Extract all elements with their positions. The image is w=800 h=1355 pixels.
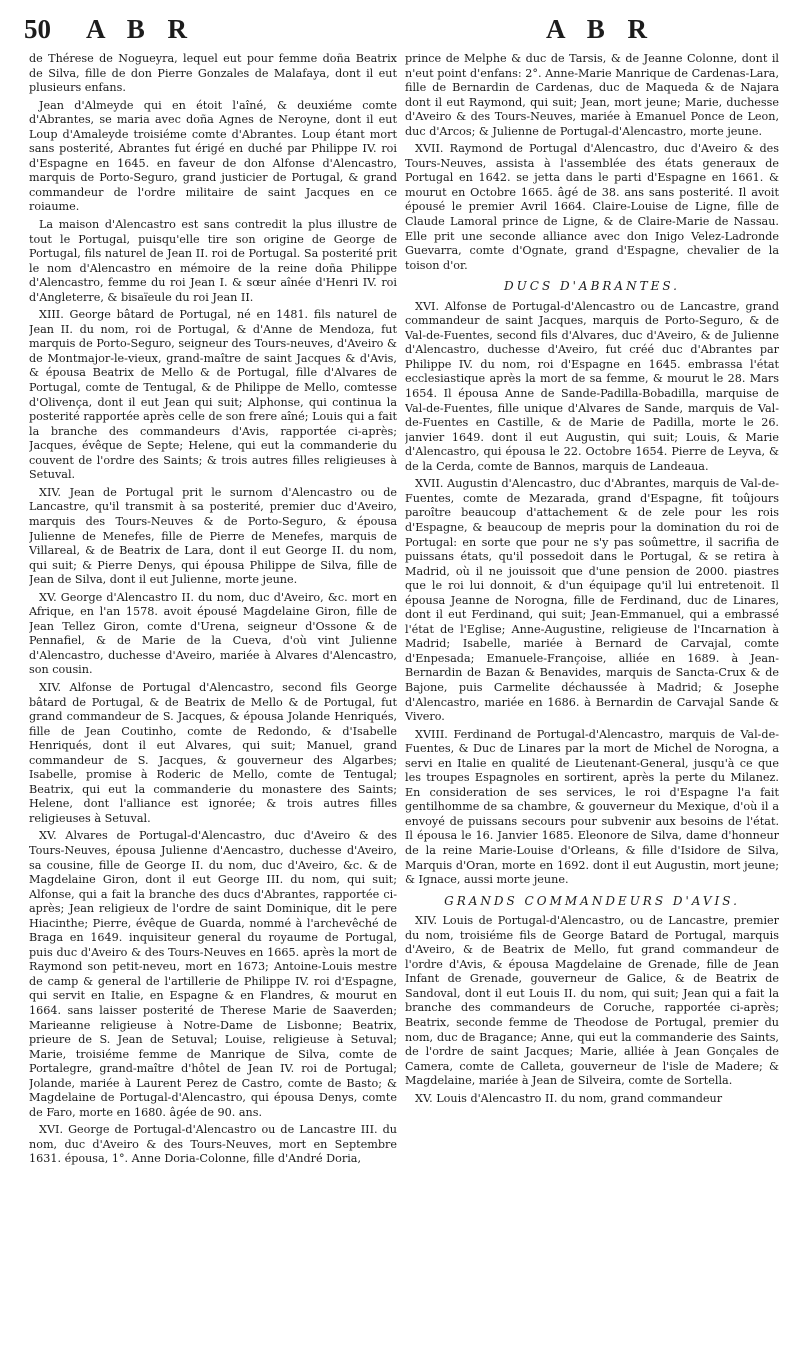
paragraph: de Thérese de Nogueyra, lequel eut pour femme doña Beatrix de Silva, fille de don Pierre Gonzales de Malafaya, dont il eut plusieurs enfans. [29, 52, 397, 95]
paragraph: XIII. George bâtard de Portugal, né en 1481. fils naturel de Jean II. du nom, roi de Portugal, & d'Anne de Mendoza, fut marquis de Porto-Seguro, seigneur des Tours-neuves, d'Aveiro & de Montmajor-le-vieux, grand-maître de saint Jacques & d'Avis, & épousa Beatrix de Mello & de Portugal, fille d'Alvares de Portugal, comte de Tentugal, & de Philippe de Mello, comtesse d'Olivença, dont il eut Jean qui suit; Alphonse, qui continua la posterité rapportée après celle de son frere aîné; Louis qui a fait la branche des commandeurs d'Avis, rapportée ci-après; Jacques, évêque de Septe; Helene, qui eut la commanderie du couvent de l'ordre des Saints; & trois autres filles religieuses à Setuval. [29, 308, 397, 482]
paragraph: XVII. Augustin d'Alencastro, duc d'Abrantes, marquis de Val-de-Fuentes, comte de Mezarada, grand d'Espagne, fit toûjours paroître beaucoup d'attachement & de zele pour les rois d'Espagne, & beaucoup de mepris pour la domination du roi de Portugal: en sorte que pour ne s'y pas soûmettre, il sacrifia de puissans états, qu'il possedoit dans le Portugal, & se retira à Madrid, où il ne jouissoit que d'une pension de 2000. piastres que le roi lui donnoit, & d'un équipage qu'il lui entretenoit. Il épousa Jeanne de Norogna, fille de Ferdinand, duc de Linares, dont il eut Ferdinand, qui suit; Jean-Emmanuel, qui a embrassé l'état de l'Eglise; Anne-Augustine, religieuse de l'Incarnation à Madrid; Isabelle, mariée à Bernard de Carvajal, comte d'Enpesada; Emanuele-Françoise, alliée en 1689. à Jean-Bernardin de Bazan & Benavides, marquis de Sancta-Crux & de Bajone, puis Carmelite déchaussée à Madrid; & Josephe d'Alencastro, mariée en 1686. à Bernardin de Carvajal Sande & Vivero. [405, 477, 779, 724]
paragraph: XV. Alvares de Portugal-d'Alencastro, duc d'Aveiro & des Tours-Neuves, épousa Julienne d'Aencastro, duchesse d'Aveiro, sa cousine, fille de George II. du nom, duc d'Aveiro, &c. & de Magdelaine Giron, dont il eut George III. du nom, qui suit; Alfonse, qui a fait la branche des ducs d'Abrantes, rapportée ci-après; Jean religieux de l'ordre de saint Dominique, dit le pere Hiacinthe; Pierre, évêque de Guarda, nommé à l'archevêché de Braga en 1649. inquisiteur general du royaume de Portugal, puis duc d'Aveiro & des Tours-Neuves en 1665. après la mort de Raymond son petit-neveu, mort en 1673; Antoine-Louis mestre de camp & general de l'artillerie de Philippe IV. roi d'Espagne, qui servit en Italie, en Espagne & en Flandres, & mourut en 1664. sans laisser posterité de Therese Marie de Saaverden; Marieanne religieuse à Notre-Dame de Lisbonne; Beatrix, prieure de S. Jean de Setuval; Louise, religieuse à Setuval; Marie, troisiéme femme de Manrique de Silva, comte de Portalegre, grand-maître d'hôtel de Jean IV. roi de Portugal; Jolande, mariée à Laurent Perez de Castro, comte de Basto; & Magdelaine de Portugal-d'Alencastro, qui épousa Denys, comte de Faro, morte en 1680. âgée de 90. ans. [29, 829, 397, 1119]
paragraph: XVI. George de Portugal-d'Alencastro ou de Lancastre III. du nom, duc d'Aveiro & des Tours-Neuves, mort en Septembre 1631. épousa, 1°. Anne Doria-Colonne, fille d'André Doria, [29, 1123, 397, 1166]
paragraph: XV. George d'Alencastro II. du nom, duc d'Aveiro, &c. mort en Afrique, en l'an 1578. avoit épousé Magdelaine Giron, fille de Jean Tellez Giron, comte d'Urena, seigneur d'Ossone & de Pennafiel, & de Marie de la Cueva, d'où vint Julienne d'Alencastro, duchesse d'Aveiro, mariée à Alvares d'Alencastro, son cousin. [29, 590, 397, 677]
paragraph: Jean d'Almeyde qui en étoit l'aîné, & deuxiéme comte d'Abrantes, se maria avec doña Agnes de Neroyne, dont il eut Loup d'Amaleyde troisiéme comte d'Abrantes. Loup étant mort sans posterité, Abrantes fut érigé en duché par Philippe IV. roi d'Espagne en 1645. en faveur de don Alfonse d'Alencastro, marquis de Porto-Seguro, grand justicier de Portugal, & grand commandeur de l'ordre militaire de saint Jacques en ce roiaume. [29, 98, 397, 214]
page-header [24, 14, 790, 48]
paragraph: XVI. Alfonse de Portugal-d'Alencastro ou de Lancastre, grand commandeur de saint Jacques, marquis de Porto-Seguro, & de Val-de-Fuentes, second fils d'Alvares, duc d'Aveiro, & de Julienne d'Alencastro, duchesse d'Aveiro, fut créé duc d'Abrantes par Philippe IV. du nom, roi d'Espagne en 1645. embrassa l'état ecclesiastique après la mort de sa femme, & mourut le 28. Mars 1654. Il épousa Anne de Sande-Padilla-Bobadilla, marquise de Val-de-Fuentes, fille unique d'Alvares de Sande, marquis de Val-de-Fuentes en Castille, & de Marie de Padilla, morte le 26. janvier 1649. dont il eut Augustin, qui suit; Louis, & Marie d'Alencastro, qui épousa le 22. Octobre 1654. Pierre de Leyva, & de la Cerda, comte de Bannos, marquis de Landeaua. [405, 299, 779, 473]
paragraph: XIV. Louis de Portugal-d'Alencastro, ou de Lancastre, premier du nom, troisiéme fils de George Batard de Portugal, marquis d'Aveiro, & de Beatrix de Mello, fut grand commandeur de l'ordre d'Avis, & épousa Magdelaine de Grenade, fille de Jean Infant de Grenade, gouverneur de Galice, & de Beatrix de Sandoval, dont il eut Louis II. du nom, qui suit; Jean qui a fait la branche des commandeurs de Coruche, rapportée ci-après; Beatrix, seconde femme de Theodose de Portugal, premier du nom, duc de Bragance; Anne, qui eut la commanderie des Saints, de l'ordre de saint Jacques; Marie, alliée à Jean Gonçales de Camera, comte de Calleta, gouverneur de l'isle de Madere; & Magdelaine, mariée à Jean de Silveira, comte de Sortella. [405, 914, 779, 1088]
paragraph: La maison d'Alencastro est sans contredit la plus illustre de tout le Portugal, puisqu'elle tire son origine de George de Portugal, fils naturel de Jean II. roi de Portugal. Sa posterité prit le nom d'Alencastro en mémoire de la reine doña Philippe d'Alencastro, femme du roi Jean I. & sœur aînée d'Henri IV. roi d'Angleterre, & bisaïeule du roi Jean II. [29, 218, 397, 304]
paragraph: XIV. Jean de Portugal prit le surnom d'Alencastro ou de Lancastre, qu'il transmit à sa posterité, premier duc d'Aveiro, marquis des Tours-Neuves & de Porto-Seguro, & épousa Julienne de Menefes, fille de Pierre de Menefes, marquis de Villareal, & de Beatrix de Lara, dont il eut George II. du nom, qui suit; & Pierre Denys, qui épousa Philippe de Silva, fille de Jean de Silva, dont il eut Julienne, morte jeune. [29, 485, 397, 587]
paragraph: XVIII. Ferdinand de Portugal-d'Alencastro, marquis de Val-de-Fuentes, & Duc de Linares par la mort de Michel de Norogna, a servi en Italie en qualité de Lieutenant-General, jusqu'à ce que les troupes Espagnoles en sortirent, après la perte du Milanez. En consideration de ses services, le roi d'Espagne l'a fait gentilhomme de sa chambre, & gouverneur du Mexique, d'où il a envoyé de puissans secours pour subvenir aux besoins de l'état. Il épousa le 16. Janvier 1685. Eleonore de Silva, dame d'honneur de la reine Marie-Louise d'Orleans, & fille d'Isidore de Silva, Marquis d'Oran, morte en 1692. dont il eut Augustin, mort jeune; & Ignace, aussi morte jeune. [405, 727, 779, 887]
paragraph: XV. Louis d'Alencastro II. du nom, grand commandeur [415, 1091, 723, 1105]
running-head-right: A B R [546, 14, 656, 44]
paragraph: XIV. Alfonse de Portugal d'Alencastro, second fils George bâtard de Portugal, & de Beatrix de Mello & de Portugal, fut grand commandeur de S. Jacques, & épousa Jolande Henriqués, fille de Jean Coutinho, comte de Redondo, & d'Isabelle Henriqués, dont il eut Alvares, qui suit; Manuel, grand commandeur de S. Jacques, & gouverneur des Algarbes; Isabelle, promise à Roderic de Mello, comte de Tentugal; Beatrix, qui eut la commanderie du monastere des Saints; Helene, dont l'alliance est ignorée; & trois autres filles religieuses à Setuval. [29, 680, 397, 825]
left-column [29, 52, 397, 1350]
running-head-left: A B R [86, 14, 196, 44]
page-number: 50 [24, 14, 51, 44]
section-heading-grands-commandeurs: GRANDS COMMANDEURS D'AVIS. [444, 893, 740, 908]
right-column [405, 52, 779, 1350]
paragraph: prince de Melphe & duc de Tarsis, & de Jeanne Colonne, dont il n'eut point d'enfans: 2°. Anne-Marie Manrique de Cardenas-Lara, fille de Bernardin de Cardenas, duc de Maqueda & de Najara dont il eut Raymond, qui suit; Jean, mort jeune; Marie, duchesse d'Aveiro & des Tours-Neuves, mariée à Emanuel Ponce de Leon, duc d'Arcos; & Julienne de Portugal-d'Alencastro, morte jeune. [405, 52, 779, 138]
paragraph: XVII. Raymond de Portugal d'Alencastro, duc d'Aveiro & des Tours-Neuves, assista à l'assemblée des états generaux de Portugal en 1642. se jetta dans le parti d'Espagne en 1661. & mourut en Octobre 1665. âgé de 38. ans sans posterité. Il avoit épousé le premier Avril 1664. Claire-Louise de Ligne, fille de Claude Lamoral prince de Ligne, & de Claire-Marie de Nassau. Elle prit une seconde alliance avec don Inigo Velez-Ladronde Guevarra, comte d'Ognate, grand d'Espagne, chevalier de la toison d'or. [405, 142, 779, 272]
section-heading-ducs-abrantes: DUCS D'ABRANTES. [504, 279, 680, 294]
